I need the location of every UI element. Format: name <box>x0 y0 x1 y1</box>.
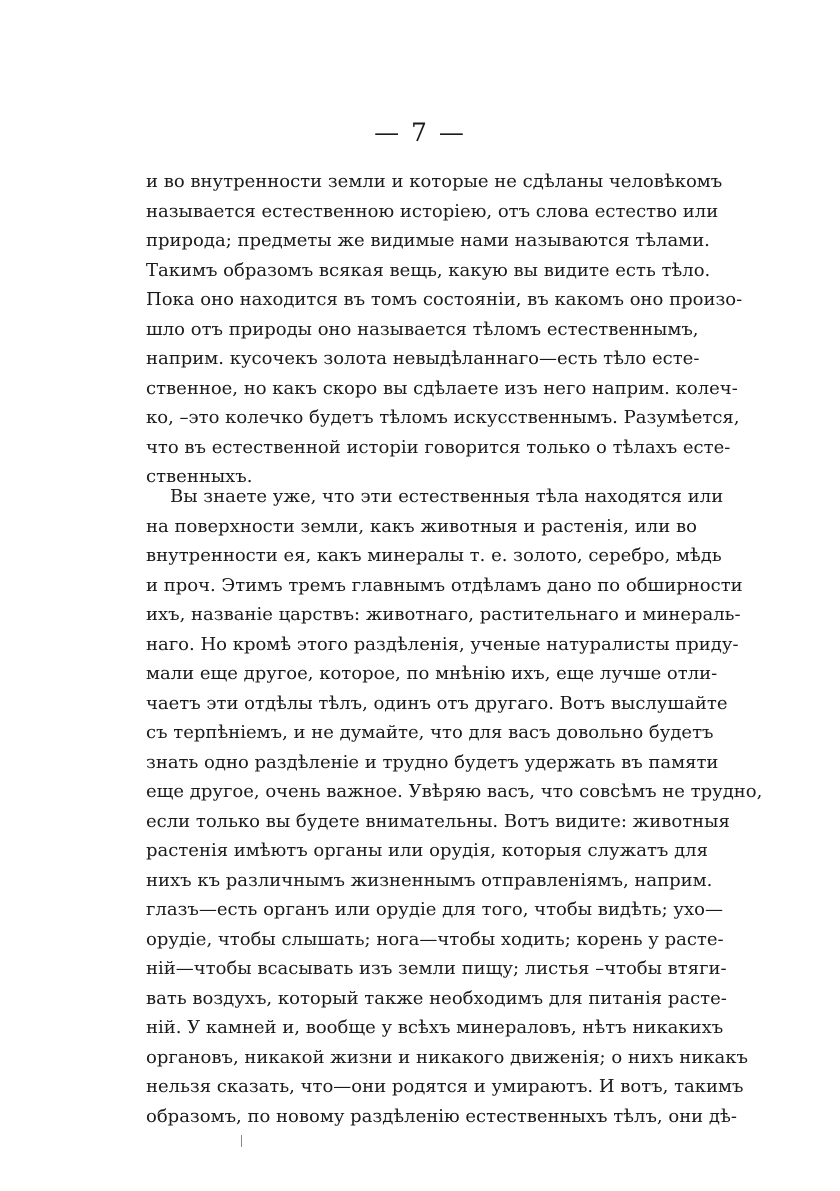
text-line: ственное, но какъ скоро вы сдѣлаете изъ него наприм. колеч- <box>146 377 738 399</box>
text-line: Пока оно находится въ томъ состояніи, въ какомъ оно произо- <box>146 289 743 310</box>
text-line: орудіе, чтобы слышать; нога—чтобы ходить; корень у расте- <box>146 928 724 950</box>
text-line: и во внутренности земли и которые не сдѣланы человѣкомъ <box>146 171 723 192</box>
text-line: мали еще другое, которое, по мнѣнію ихъ, еще лучше отли- <box>146 663 718 684</box>
text-line: шло отъ природы оно называется тѣломъ естественнымъ, <box>146 318 699 340</box>
print-mark <box>241 1135 242 1147</box>
text-line: если только вы будете внимательны. Вотъ видите: животныя <box>146 810 730 832</box>
text-line: ственныхъ. <box>146 466 253 487</box>
text-line: наприм. кусочекъ золота невыдѣланнаго—есть тѣло есте- <box>146 348 700 369</box>
text-line: Вы знаете уже, что эти естественныя тѣла находятся или <box>170 486 724 507</box>
text-line: внутренности ея, какъ минералы т. е. золото, серебро, мѣдь <box>146 545 722 566</box>
text-line: ній—чтобы всасывать изъ земли пищу; листья –чтобы втяги- <box>146 958 727 979</box>
text-line: что въ естественной исторіи говорится только о тѣлахъ есте- <box>146 436 731 458</box>
text-line: наго. Но кромѣ этого раздѣленія, ученые натуралисты приду- <box>146 633 739 655</box>
text-line: природа; предметы же видимые нами называются тѣлами. <box>146 230 710 251</box>
text-line: съ терпѣніемъ, и не думайте, что для васъ довольно будетъ <box>146 722 714 743</box>
text-line: называется естественною исторіею, отъ слова естество или <box>146 200 719 222</box>
text-line: еще другое, очень важное. Увѣряю васъ, что совсѣмъ не трудно, <box>146 781 763 802</box>
text-line: Такимъ образомъ всякая вещь, какую вы видите есть тѣло. <box>146 259 711 281</box>
paragraph-2 <box>146 482 763 1131</box>
text-line: ній. У камней и, вообще у всѣхъ минераловъ, нѣтъ никакихъ <box>146 1017 724 1038</box>
page-number: — 7 — <box>374 118 466 147</box>
text-line: вать воздухъ, который также необходимъ для питанія расте- <box>146 987 727 1009</box>
text-line: на поверхности земли, какъ животныя и растенія, или во <box>146 515 697 537</box>
text-line: ихъ, названіе царствъ: животнаго, растительнаго и минераль- <box>146 604 741 625</box>
text-line: нельзя сказать, что—они родятся и умираютъ. И вотъ, такимъ <box>146 1076 744 1097</box>
text-line: растенія имѣютъ органы или орудія, которыя служатъ для <box>146 840 708 861</box>
text-line: образомъ, по новому раздѣленію естественныхъ тѣлъ, они дѣ- <box>146 1105 737 1127</box>
paragraph-1 <box>146 167 743 492</box>
text-line: нихъ къ различнымъ жизненнымъ отправленіямъ, наприм. <box>146 869 713 891</box>
text-line: и проч. Этимъ тремъ главнымъ отдѣламъ дано по обширности <box>146 574 743 596</box>
text-line: глазъ—есть органъ или орудіе для того, чтобы видѣть; ухо— <box>146 899 723 920</box>
text-line: органовъ, никакой жизни и никакого движенія; о нихъ никакъ <box>146 1046 748 1068</box>
text-line: ко, –это колечко будетъ тѣломъ искусственнымъ. Разумѣется, <box>146 407 740 428</box>
text-line: знать одно раздѣленіе и трудно будетъ удержать въ памяти <box>146 751 719 773</box>
text-line: чаетъ эти отдѣлы тѣлъ, одинъ отъ другаго. Вотъ выслушайте <box>146 692 728 714</box>
